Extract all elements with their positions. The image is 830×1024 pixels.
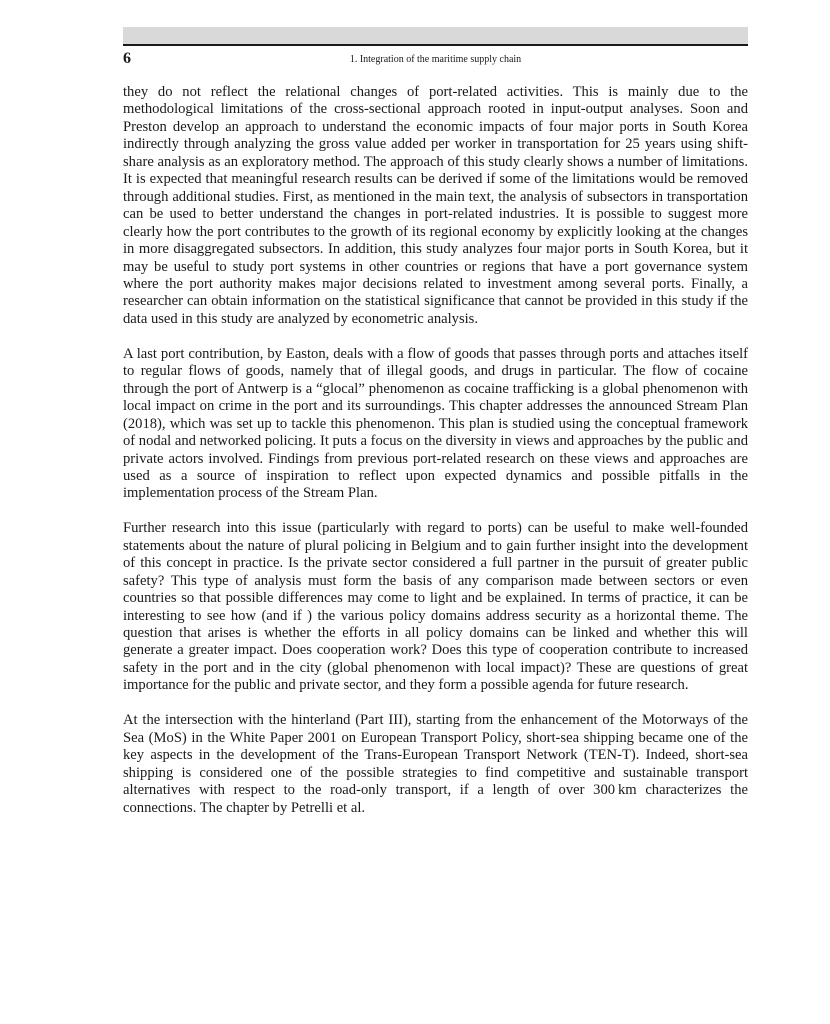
header-rule — [123, 44, 748, 46]
paragraph-further-research: Further research into this issue (particularly with regard to ports) can be useful to make well-founded statements about the nature of plural policing in Belgium and to gain further insight into the development of this concept in practice. Is the private sector considered a full partner in the pursuit of greater public safety? This type of analysis must form the basis of any comparison made between sectors or even countries so that possible differences may come to light and be explained. In terms of practice, it can be interesting to see how (and if ) the various policy domains address security as a horizontal theme. The question that arises is whether the efforts in all policy domains can be linked and whether this will generate a greater impact. Does cooperation work? Does this type of cooperation contribute to increased safety in the port and in the city (global phenomenon with local impact)? These are questions of great importance for the public and private sector, and they form a possible agenda for future research. — [123, 520, 748, 694]
paragraph-easton: A last port contribution, by Easton, deals with a flow of goods that passes through ports and attaches itself to regular flows of goods, namely that of illegal goods, and drugs in particular. The flow of cocaine through the port of Antwerp is a “glocal” phenomenon as cocaine trafficking is a global phenomenon with local impact on crime in the port and its surroundings. This chapter addresses the announced Stream Plan (2018), which was set up to tackle this phenomenon. This plan is studied using the conceptual framework of nodal and networked policing. It puts a focus on the diversity in views and approaches by the public and private actors involved. Findings from previous port-related research on these views and approaches are used as a source of inspiration to reflect upon expected dynamics and possible pitfalls in the implementation process of the Stream Plan. — [123, 345, 748, 502]
running-head: 1. Integration of the maritime supply chain — [349, 54, 522, 65]
header-band — [123, 27, 748, 44]
body-text — [123, 84, 748, 817]
page-number: 6 — [123, 50, 131, 67]
paragraph-shift-share: they do not reflect the relational changes of port-related activities. This is mainly due to the methodological limitations of the cross-sectional approach rooted in input-output analyses. Soon and Preston develop an approach to understand the economic impacts of four major ports in South Korea indirectly through analyzing the gross value added per worker in transportation for 25 years using shift-share analysis as an exploratory method. The approach of this study clearly shows a number of limitations. It is expected that meaningful research results can be derived if some of the limitations would be removed through additional studies. First, as mentioned in the main text, the analysis of subsectors in transportation can be used to better understand the changes in port-related industries. It is possible to suggest more clearly how the port contributes to the growth of its regional economy by explicitly looking at the changes in more disaggregated subsectors. In addition, this study analyzes four major ports in South Korea, but it may be useful to study port systems in other countries or regions that have a port governance system where the port authority makes major decisions related to investment among several ports. Finally, a researcher can obtain information on the statistical significance that cannot be provided in this study if the data used in this study are analyzed by econometric analysis. — [123, 84, 748, 327]
paragraph-hinterland: At the intersection with the hinterland (Part III), starting from the enhancement of the Motorways of the Sea (MoS) in the White Paper 2001 on European Transport Policy, short-sea shipping became one of the key aspects in the development of the Trans-European Transport Network (TEN-T). Indeed, short-sea shipping is considered one of the possible strategies to find competitive and sustainable transport alternatives with respect to the road-only transport, if a length of over 300 km characterizes the connections. The chapter by Petrelli et al. — [123, 712, 748, 816]
